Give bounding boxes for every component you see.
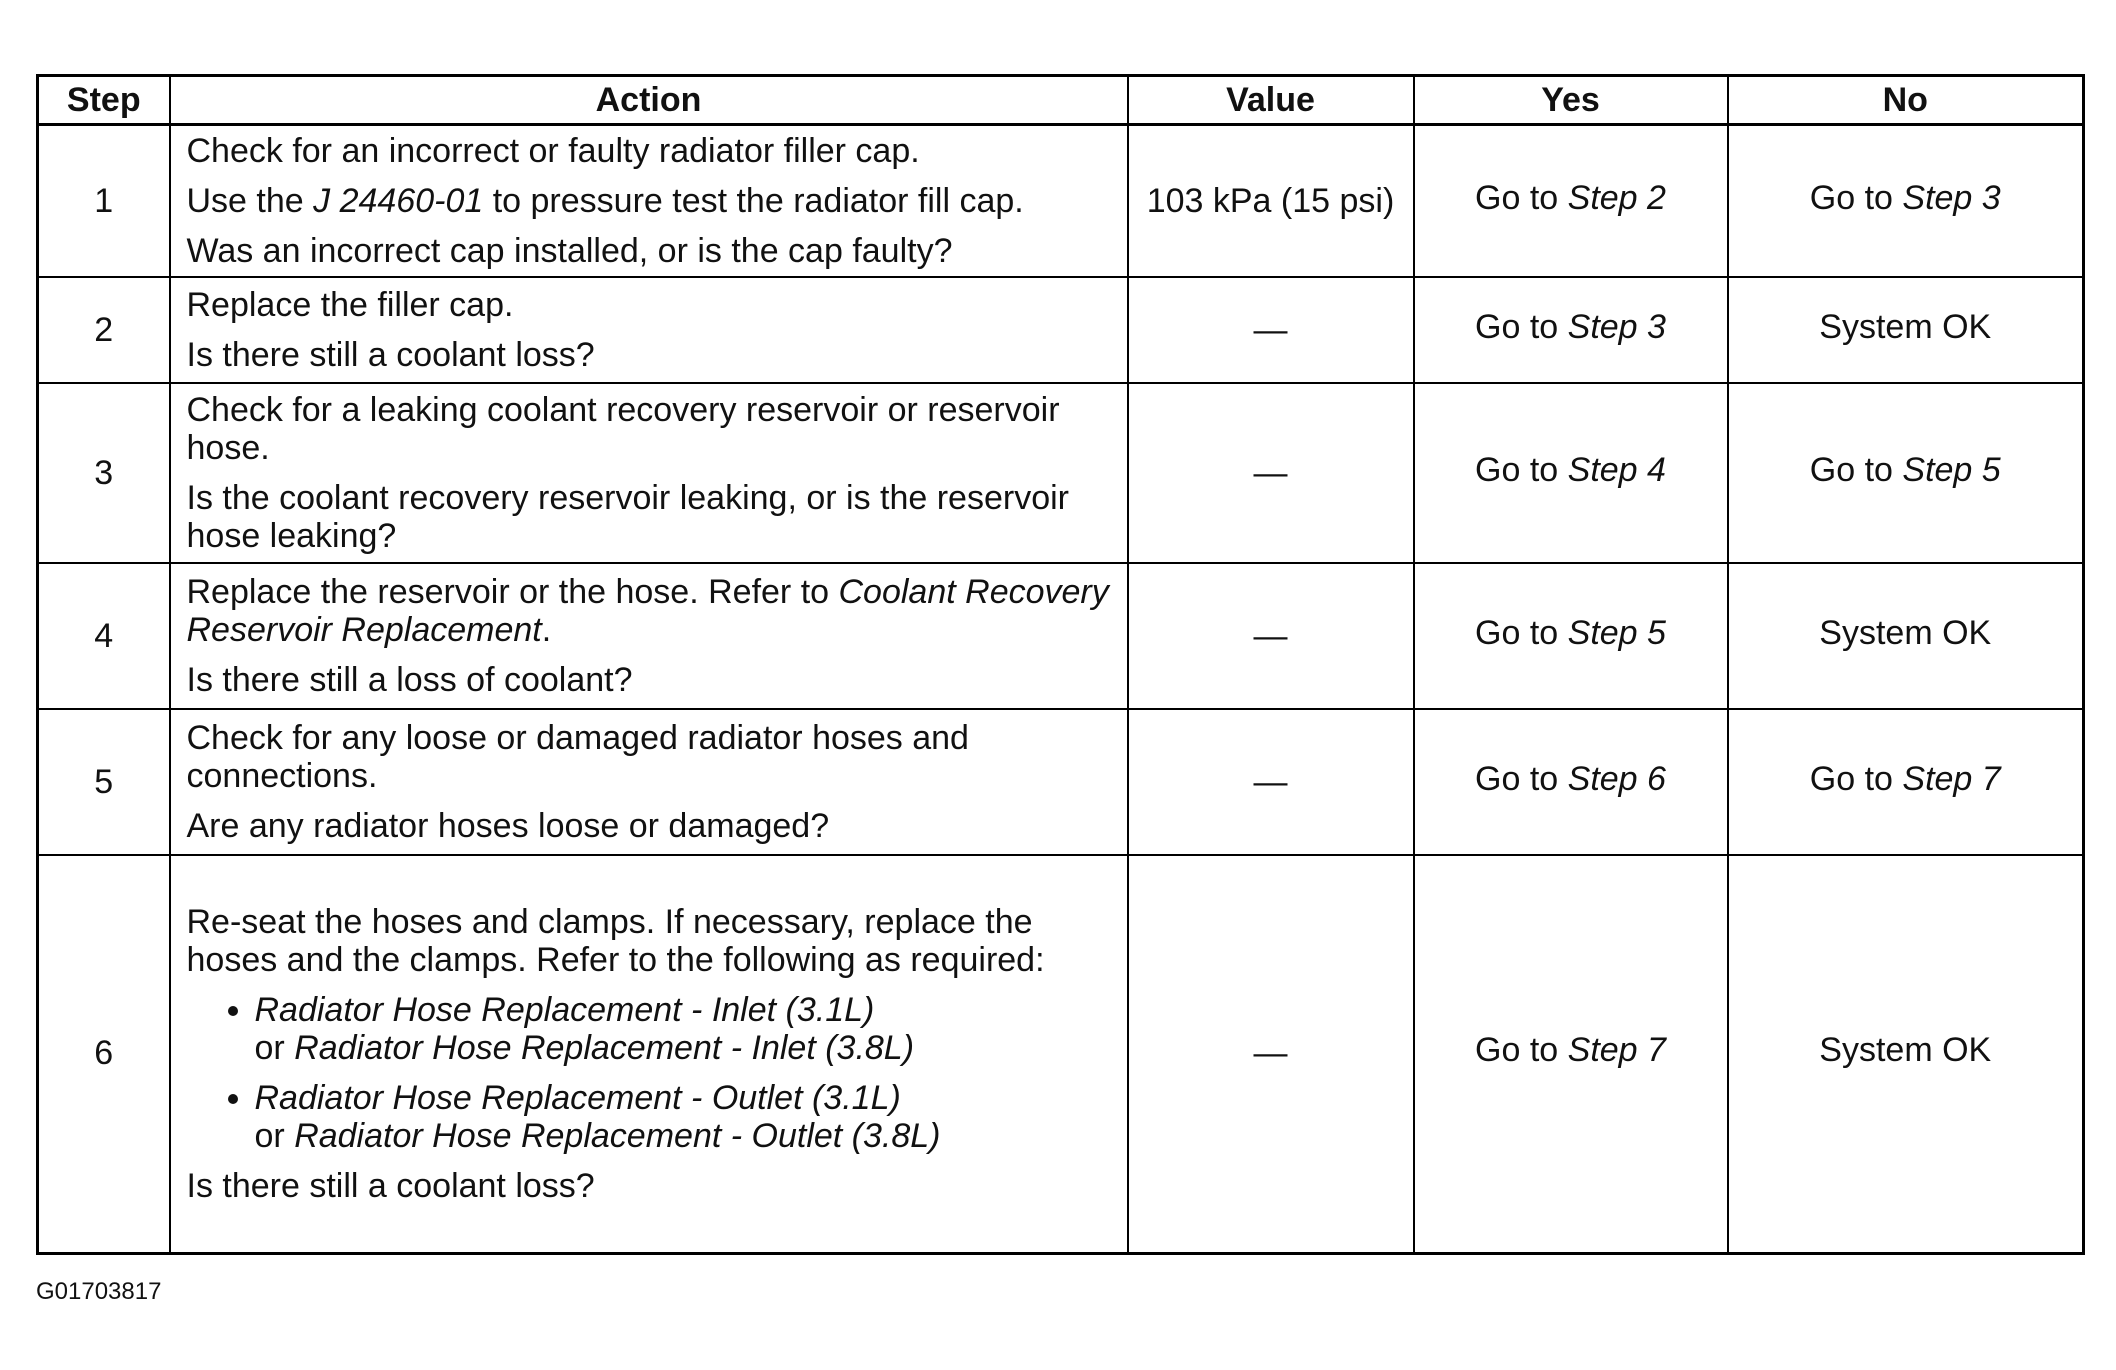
- no-cell: Go to Step 7: [1728, 709, 2084, 855]
- table-row-step-2: [38, 277, 2084, 383]
- action-cell: [170, 855, 1128, 1253]
- procedure-reference[interactable]: Radiator Hose Replacement - Outlet (3.8L): [294, 1116, 941, 1155]
- action-question: Are any radiator hoses loose or damaged?: [186, 807, 830, 845]
- yes-cell: Go to Step 2: [1414, 125, 1728, 278]
- action-cell: [170, 563, 1128, 709]
- action-question: Is there still a coolant loss?: [186, 1166, 595, 1205]
- step-link[interactable]: Step 6: [1567, 759, 1666, 798]
- reference-list: [187, 991, 1113, 1155]
- action-text: Check for any loose or damaged radiator hoses and connections.: [186, 719, 969, 795]
- no-cell: System OK: [1728, 277, 2084, 383]
- step-link[interactable]: Step 5: [1902, 450, 2001, 489]
- value-cell: —: [1128, 563, 1414, 709]
- step-number: 5: [38, 709, 170, 855]
- value-cell: 103 kPa (15 psi): [1128, 125, 1414, 278]
- action-text: Check for an incorrect or faulty radiator filler cap.: [186, 132, 920, 170]
- step-link[interactable]: Step 4: [1567, 450, 1666, 489]
- no-cell: Go to Step 3: [1728, 125, 2084, 278]
- figure-id: G01703817: [36, 1278, 162, 1305]
- no-cell: System OK: [1728, 563, 2084, 709]
- step-link[interactable]: Step 2: [1567, 178, 1666, 217]
- header-step: Step: [38, 76, 170, 125]
- list-item: • Radiator Hose Replacement - Inlet (3.1L) or Radiator Hose Replacement - Inlet (3.8L): [255, 991, 1113, 1067]
- diagnostic-table-container: [36, 74, 2082, 1255]
- action-cell: [170, 125, 1128, 278]
- value-cell: —: [1128, 855, 1414, 1253]
- action-text: Re-seat the hoses and clamps. If necessary, replace the hoses and the clamps. Refer to the following as required:: [186, 902, 1045, 979]
- yes-cell: Go to Step 7: [1414, 855, 1728, 1253]
- header-value: Value: [1128, 76, 1414, 125]
- step-number: 1: [38, 125, 170, 278]
- table-row-step-4: [38, 563, 2084, 709]
- action-question: Was an incorrect cap installed, or is the cap faulty?: [186, 232, 953, 270]
- value-cell: —: [1128, 709, 1414, 855]
- no-cell: System OK: [1728, 855, 2084, 1253]
- header-yes: Yes: [1414, 76, 1728, 125]
- action-cell: [170, 383, 1128, 563]
- yes-cell: Go to Step 3: [1414, 277, 1728, 383]
- procedure-reference[interactable]: Radiator Hose Replacement - Inlet (3.8L): [294, 1028, 915, 1067]
- tool-reference: J 24460-01: [313, 182, 484, 220]
- table-row-step-5: [38, 709, 2084, 855]
- step-link[interactable]: Step 3: [1902, 178, 2001, 217]
- diagnostic-table: [36, 74, 2085, 1255]
- step-link[interactable]: Step 7: [1902, 759, 2001, 798]
- value-cell: —: [1128, 383, 1414, 563]
- action-question: Is there still a coolant loss?: [186, 336, 595, 374]
- action-text: Replace the filler cap.: [186, 286, 514, 324]
- action-question: Is the coolant recovery reservoir leaking, or is the reservoir hose leaking?: [186, 479, 1069, 555]
- step-link[interactable]: Step 5: [1567, 613, 1666, 652]
- header-no: No: [1728, 76, 2084, 125]
- action-text: Use the J 24460-01 to pressure test the radiator fill cap.: [186, 182, 1024, 220]
- step-number: 3: [38, 383, 170, 563]
- step-number: 4: [38, 563, 170, 709]
- action-text: Check for a leaking coolant recovery reservoir or reservoir hose.: [186, 391, 1060, 467]
- procedure-reference[interactable]: Coolant Recovery Reservoir Replacement: [186, 573, 1109, 649]
- table-row-step-3: [38, 383, 2084, 563]
- table-row-step-6: [38, 855, 2084, 1253]
- step-link[interactable]: Step 3: [1567, 307, 1666, 346]
- value-cell: —: [1128, 277, 1414, 383]
- list-item: • Radiator Hose Replacement - Outlet (3.1L) or Radiator Hose Replacement - Outlet (3.8L): [255, 1079, 1113, 1155]
- action-cell: [170, 277, 1128, 383]
- header-row: [38, 76, 2084, 125]
- step-number: 2: [38, 277, 170, 383]
- action-cell: [170, 709, 1128, 855]
- no-cell: Go to Step 5: [1728, 383, 2084, 563]
- step-number: 6: [38, 855, 170, 1253]
- yes-cell: Go to Step 4: [1414, 383, 1728, 563]
- header-action: Action: [170, 76, 1128, 125]
- action-text: Replace the reservoir or the hose. Refer to Coolant Recovery Reservoir Replacement.: [186, 573, 1109, 649]
- yes-cell: Go to Step 5: [1414, 563, 1728, 709]
- procedure-reference[interactable]: Radiator Hose Replacement - Outlet (3.1L): [254, 1078, 901, 1117]
- table-row-step-1: [38, 125, 2084, 278]
- step-link[interactable]: Step 7: [1567, 1031, 1666, 1070]
- procedure-reference[interactable]: Radiator Hose Replacement - Inlet (3.1L): [254, 990, 875, 1029]
- yes-cell: Go to Step 6: [1414, 709, 1728, 855]
- action-question: Is there still a loss of coolant?: [186, 661, 633, 699]
